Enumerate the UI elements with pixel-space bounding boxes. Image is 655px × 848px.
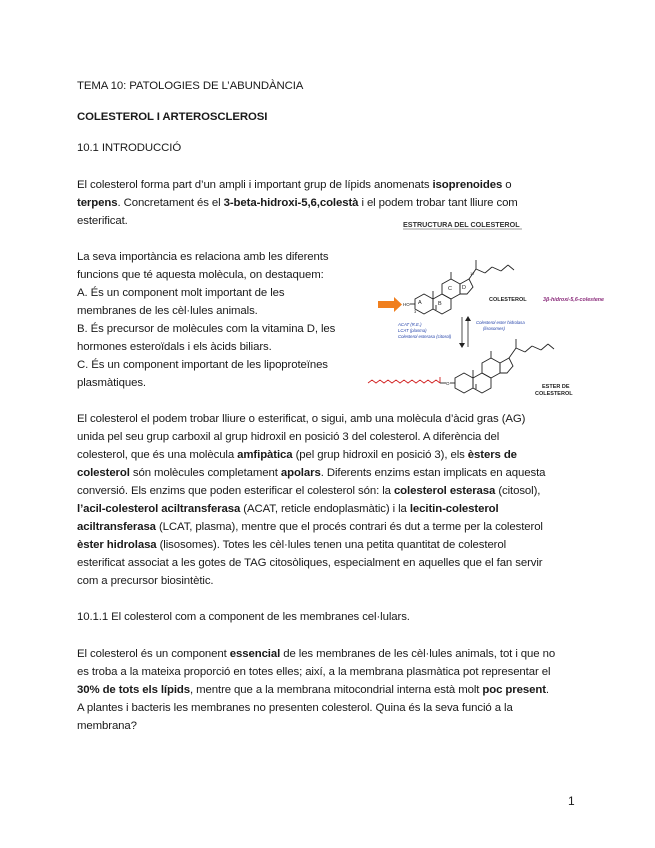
enzyme-label: Colesterol ester hidrolasa bbox=[476, 320, 525, 325]
paragraph-line: esterificat. bbox=[77, 215, 128, 227]
list-item: membranes de les cèl·lules animals. bbox=[77, 305, 258, 317]
paragraph-line: l’acil-colesterol aciltransferasa (ACAT, reticle endoplasmàtic) i la lecitin-colesterol bbox=[77, 503, 499, 515]
paragraph-line: A plantes i bacteris les membranes no presenten colesterol. Quina és la seva funció a la bbox=[77, 702, 513, 714]
fatty-acid-chain bbox=[368, 380, 440, 383]
list-item: C. És un component important de les lipoproteïnes bbox=[77, 359, 328, 371]
paragraph-line: El colesterol és un component essencial de les membranes de les cèl·lules animals, tot i que no bbox=[77, 648, 556, 660]
section-heading-intro: 10.1 INTRODUCCIÓ bbox=[77, 142, 182, 154]
paragraph-line: terpens. Concretament és el 3-beta-hidroxi-5,6,colestà i el podem trobar tant lliure com bbox=[77, 197, 518, 209]
paragraph-line: com a precursor biosintètic. bbox=[77, 575, 214, 587]
cholesterol-diagram bbox=[358, 217, 628, 402]
enzyme-label: Colesterol esterasa (citosol) bbox=[398, 334, 452, 339]
iupac-name-label: 3β-hidroxi-5,6-colestene bbox=[543, 297, 604, 303]
document-title: TEMA 10: PATOLOGIES DE L’ABUNDÀNCIA bbox=[77, 80, 304, 92]
ring-a-label: A bbox=[418, 300, 422, 306]
section-heading-1011: 10.1.1 El colesterol com a component de les membranes cel·lulars. bbox=[77, 611, 410, 623]
enzyme-label: (lisosomes) bbox=[483, 326, 505, 331]
paragraph-line: unida pel seu grup carboxil al grup hidroxil en posició 3 del colesterol. A diferència del bbox=[77, 431, 500, 443]
ring-d-label: D bbox=[462, 285, 466, 291]
paragraph-line: colesterol són molècules completament apolars. Diferents enzims estan implicats en aquesta bbox=[77, 467, 546, 479]
list-item: plasmàtiques. bbox=[77, 377, 146, 389]
paragraph-line: La seva importància es relaciona amb les diferents bbox=[77, 251, 329, 263]
ester-oxygen-label: O bbox=[446, 381, 450, 386]
enzyme-label: ACAT (R.E.) bbox=[398, 322, 422, 327]
paragraph-line: conversió. Els enzims que poden esterificar el colesterol són: la colesterol esterasa (citosol), bbox=[77, 485, 541, 497]
paragraph-line: esterificat associat a les gotes de TAG citosòliques, especialment en aquelles que el fan servir bbox=[77, 557, 543, 569]
list-item: hormones esteroïdals i els àcids biliars. bbox=[77, 341, 272, 353]
ester-label: ESTER DE bbox=[542, 384, 570, 390]
paragraph-line: èster hidrolasa (lisosomes). Totes les cèl·lules tenen una petita quantitat de colesterol bbox=[77, 539, 507, 551]
ester-steroid-molecule bbox=[450, 339, 554, 393]
paragraph-line: colesterol, que és una molècula amfipàtica (pel grup hidroxil en posició 3), els èsters de bbox=[77, 449, 517, 461]
carbon-3-label: 3 bbox=[414, 309, 417, 314]
list-item: B. És precursor de molècules com la vitamina D, les bbox=[77, 323, 336, 335]
cholesterol-structure-figure bbox=[358, 217, 628, 402]
enzyme-label: LCAT (plasma) bbox=[398, 328, 427, 333]
document-subtitle: COLESTEROL I ARTEROSCLEROSI bbox=[77, 111, 268, 123]
list-item: A. És un component molt important de les bbox=[77, 287, 285, 299]
cholesterol-label: COLESTEROL bbox=[489, 297, 527, 303]
figure-title: ESTRUCTURA DEL COLESTEROL bbox=[403, 220, 520, 229]
carbon-17-label: 17 bbox=[470, 271, 475, 276]
conversion-arrow-icon bbox=[462, 317, 468, 347]
paragraph-line: funcions que té aquesta molècula, on destaquem: bbox=[77, 269, 324, 281]
paragraph-line: membrana? bbox=[77, 720, 137, 732]
ester-label: COLESTEROL bbox=[535, 391, 573, 397]
ring-c-label: C bbox=[448, 286, 452, 292]
paragraph-line: El colesterol forma part d’un ampli i important grup de lípids anomenats isoprenoides o bbox=[77, 179, 512, 191]
paragraph-line: es troba a la mateixa proporció en totes elles; així, a la membrana plasmàtica pot representar el bbox=[77, 666, 551, 678]
hydroxyl-arrow-icon bbox=[378, 297, 402, 312]
page-number: 1 bbox=[568, 794, 575, 808]
ring-b-label: B bbox=[438, 301, 442, 307]
paragraph-line: 30% de tots els lípids, mentre que a la membrana mitocondrial interna està molt poc present. bbox=[77, 684, 549, 696]
paragraph-line: El colesterol el podem trobar lliure o esterificat, o sigui, amb una molècula d’àcid gras (AG) bbox=[77, 413, 526, 425]
paragraph-line: aciltransferasa (LCAT, plasma), mentre que el procés contrari és dut a terme per la colesterol bbox=[77, 521, 543, 533]
hydroxyl-label: HO bbox=[403, 302, 410, 307]
